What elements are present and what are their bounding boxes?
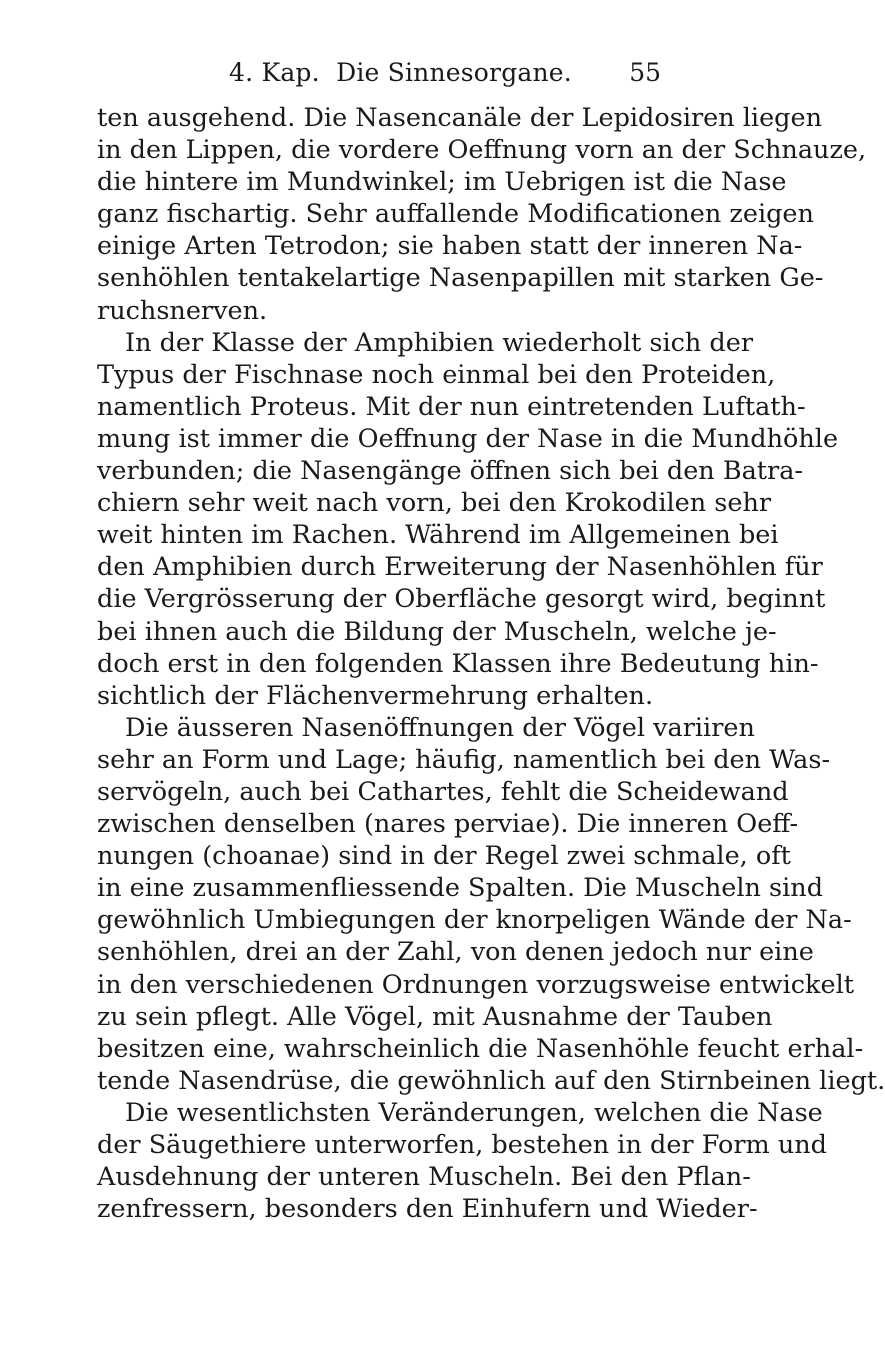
text-line: Die wesentlichsten Veränderungen, welchen die Nase: [125, 1097, 823, 1128]
text-line: zwischen denselben (nares perviae). Die inneren Oeff-: [97, 809, 799, 840]
text-line: ruchsnerven.: [97, 295, 268, 326]
text-line: nungen (choanae) sind in der Regel zwei schmale, oft: [97, 841, 791, 872]
text-line: senhöhlen, drei an der Zahl, von denen jedoch nur eine: [97, 937, 814, 968]
text-line: servögeln, auch bei Cathartes, fehlt die Scheidewand: [97, 776, 789, 807]
text-line: tende Nasendrüse, die gewöhnlich auf den Stirnbeinen liegt.: [97, 1065, 885, 1096]
text-line: namentlich Proteus. Mit der nun eintretenden Luftath-: [97, 391, 806, 422]
text-line: In der Klasse der Amphibien wiederholt sich der: [125, 327, 754, 358]
text-line: gewöhnlich Umbiegungen der knorpeligen Wände der Na-: [97, 905, 852, 936]
text-line: der Säugethiere unterworfen, bestehen in der Form und: [97, 1130, 827, 1160]
text-line: senhöhlen tentakelartige Nasenpapillen mit starken Ge-: [97, 263, 824, 294]
body-text: [97, 102, 885, 1225]
text-line: chiern sehr weit nach vorn, bei den Krokodilen sehr: [97, 488, 772, 519]
text-line: sichtlich der Flächenvermehrung erhalten.: [97, 680, 654, 711]
text-line: verbunden; die Nasengänge öffnen sich bei den Batra-: [97, 456, 804, 487]
text-line: zu sein pflegt. Alle Vögel, mit Ausnahme der Tauben: [97, 1001, 773, 1032]
text-line: ten ausgehend. Die Nasencanäle der Lepidosiren liegen: [97, 103, 823, 133]
text-line: ganz fischartig. Sehr auffallende Modificationen zeigen: [97, 199, 814, 230]
text-line: doch erst in den folgenden Klassen ihre Bedeutung hin-: [97, 648, 819, 679]
text-line: in eine zusammenfliessende Spalten. Die Muscheln sind: [97, 873, 824, 904]
text-line: mung ist immer die Oeffnung der Nase in die Mundhöhle: [97, 423, 839, 454]
text-line: zenfressern, besonders den Einhufern und Wieder-: [97, 1194, 758, 1225]
text-line: die hintere im Mundwinkel; im Uebrigen ist die Nase: [97, 167, 787, 198]
text-line: bei ihnen auch die Bildung der Muscheln, welche je-: [97, 616, 777, 647]
header-title: 4. Kap. Die Sinnesorgane.: [229, 58, 572, 87]
text-line: Typus der Fischnase noch einmal bei den Proteiden,: [97, 359, 776, 390]
text-line: sehr an Form und Lage; häufig, namentlich bei den Was-: [97, 744, 831, 775]
text-line: Die äusseren Nasenöffnungen der Vögel variiren: [125, 712, 755, 743]
page-number: 55: [629, 58, 661, 87]
text-line: weit hinten im Rachen. Während im Allgemeinen bei: [97, 520, 779, 551]
text-line: in den Lippen, die vordere Oeffnung vorn an der Schnauze,: [97, 135, 867, 166]
text-line: den Amphibien durch Erweiterung der Nasenhöhlen für: [97, 552, 823, 583]
text-line: Ausdehnung der unteren Muscheln. Bei den Pflan-: [97, 1162, 751, 1193]
text-line: einige Arten Tetrodon; sie haben statt der inneren Na-: [97, 231, 803, 262]
text-line: besitzen eine, wahrscheinlich die Nasenhöhle feucht erhal-: [97, 1033, 864, 1064]
text-line: die Vergrösserung der Oberfläche gesorgt wird, beginnt: [97, 584, 826, 615]
text-line: in den verschiedenen Ordnungen vorzugsweise entwickelt: [97, 969, 854, 1000]
running-header: [0, 58, 801, 98]
